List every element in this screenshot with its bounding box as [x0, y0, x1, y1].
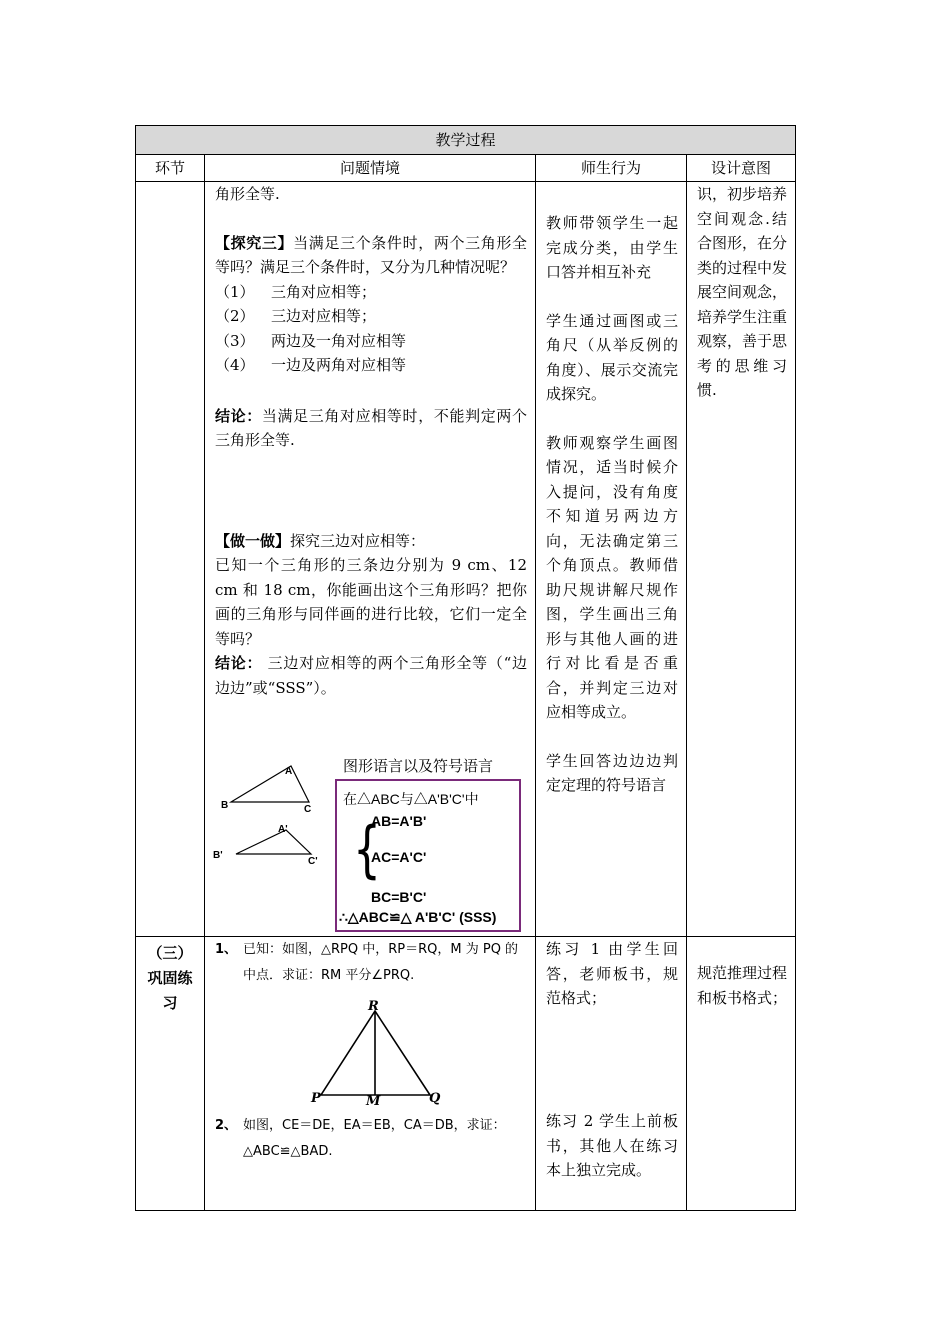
table-title: 教学过程	[136, 126, 795, 155]
label-r: R	[368, 999, 379, 1014]
column-header-row	[136, 155, 795, 182]
label-c: C	[304, 804, 312, 815]
label-b: B	[221, 800, 229, 811]
label-p: P	[311, 1091, 321, 1106]
stage-cell	[136, 182, 205, 936]
table-row	[136, 937, 795, 1210]
list-item: （4） 一边及两角对应相等	[215, 356, 407, 374]
explore-three: 【探究三】当满足三个条件时，两个三角形全等吗？满足三个条件时，又分为几种情况呢？	[215, 233, 527, 276]
behavior-para: 教师带领学生一起完成分类，由学生口答并相互补充	[546, 214, 678, 281]
intent-text: 识，初步培养空间观念.结合图形，在分类的过程中发展空间观念，培养学生注重观察，善于思考的思维习惯.	[697, 185, 788, 399]
try-body: 已知一个三角形的三条边分别为 9 cm、12 cm 和 18 cm，你能画出这个三角形吗？把你画的三角形与同伴画的进行比较，它们一定全等吗？	[215, 556, 527, 648]
proof-line-5: ∴△ABC≌△ A'B'C' (SSS)	[339, 909, 497, 925]
proof-box	[335, 779, 521, 932]
intent-text: 规范推理过程和板书格式；	[697, 964, 788, 1007]
col-header-problem: 问题情境	[205, 155, 536, 181]
try-it: 【做一做】探究三边对应相等：	[215, 531, 426, 550]
problem-cell	[205, 937, 536, 1210]
exercise-1: 1、 已知：如图，△RPQ 中，RP＝RQ，M 为 PQ 的中点．求证：RM 平分∠PRQ.	[215, 942, 519, 983]
behavior-cell	[536, 182, 687, 936]
triangle-a2b2c2	[236, 830, 311, 854]
teaching-process-table	[135, 125, 796, 1211]
triangle-abc	[231, 766, 309, 802]
label-c-prime: C'	[308, 856, 318, 867]
section-label: （三）巩固练习	[147, 944, 193, 1012]
exercise-2: 2、 如图，CE＝DE，EA＝EB，CA＝DB，求证：△ABC≌△BAD.	[215, 1118, 506, 1159]
figure-caption: 图形语言以及符号语言	[343, 757, 494, 775]
intent-cell	[687, 937, 795, 1210]
proof-line-2: AB=A'B'	[371, 813, 427, 829]
behavior-para: 教师观察学生画图情况，适当时候介入提问，没有角度不知道另两边方向，无法确定第三个角顶点。教师借助尺规讲解尺规作图，学生画出三角形与其他人画的进行对比看是否重合，并判定三边对应相等成立。	[546, 433, 678, 721]
label-b-prime: B'	[213, 850, 223, 861]
list-item: （2） 三边对应相等；	[215, 307, 377, 325]
behavior-para: 学生通过画图或三角尺（从举反例的角度）、展示交流完成探究。	[546, 311, 678, 403]
continued-text: 角形全等.	[215, 185, 280, 203]
list-item: （3） 两边及一角对应相等	[215, 331, 407, 350]
behavior-exercise-2: 练习 2 学生上前板书，其他人在练习本上独立完成。	[546, 1112, 678, 1179]
proof-line-1: 在△ABC与△A'B'C'中	[343, 791, 479, 807]
intent-cell	[687, 182, 795, 936]
label-m: M	[366, 1094, 381, 1109]
list-item: （1） 三角对应相等；	[215, 282, 377, 301]
behavior-cell	[536, 937, 687, 1210]
conclusion-one: 结论：当满足三角对应相等时，不能判定两个三角形全等.	[215, 406, 527, 449]
col-header-stage: 环节	[136, 155, 205, 181]
col-header-behavior: 师生行为	[536, 155, 687, 181]
brace-symbol: {	[353, 814, 381, 886]
label-a-prime: A'	[278, 824, 288, 835]
proof-line-4: BC=B'C'	[371, 889, 427, 905]
label-q: Q	[429, 1091, 441, 1106]
behavior-exercise-1: 练习 1 由学生回答，老师板书，规范格式；	[546, 940, 678, 1007]
col-header-intent: 设计意图	[710, 159, 771, 177]
table-row	[136, 182, 795, 937]
proof-line-3: AC=A'C'	[371, 849, 427, 865]
problem-cell	[205, 182, 536, 936]
label-a: A	[285, 766, 293, 777]
stage-cell	[136, 937, 205, 1210]
conclusion-two: 结论： 三边对应相等的两个三角形全等（“边边边”或“SSS”）。	[215, 654, 527, 697]
behavior-para: 学生回答边边边判定定理的符号语言	[546, 751, 678, 794]
